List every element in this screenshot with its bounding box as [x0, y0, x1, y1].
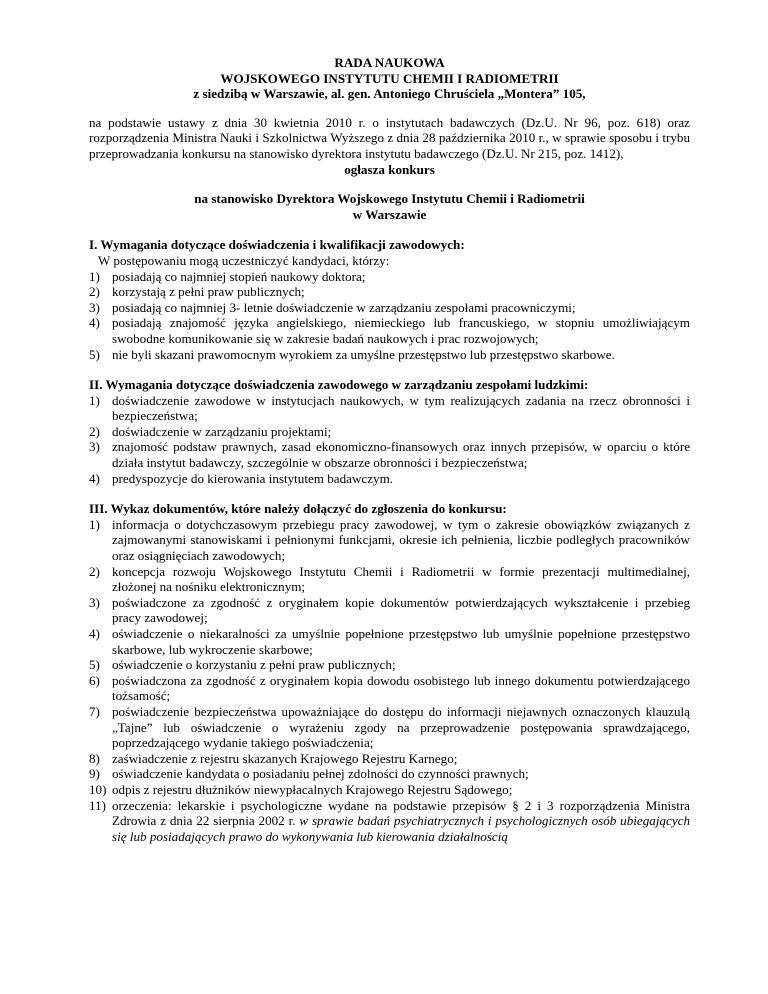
list-item [89, 798, 690, 845]
list-item [89, 595, 690, 626]
header-institute: WOJSKOWEGO INSTYTUTU CHEMII I RADIOMETRII [220, 70, 559, 86]
item-number: 10) [89, 781, 107, 797]
item-text: posiadają co najmniej stopień naukowy doktora; [112, 268, 366, 284]
list-item [89, 782, 690, 798]
item-text: posiadają znajomość języka angielskiego, niemieckiego lub francuskiego, w stopniu umożliwiającym swobodne komunikowanie się w zakresie badań naukowych i prac rozwojowych; [112, 315, 690, 346]
item-text: znajomość podstaw prawnych, zasad ekonomiczno-finansowych oraz innych przepisów, w oparciu o które działa instytut badawczy, szczególnie w obszarze obronności i bezpieczeństwa; [112, 439, 690, 471]
position-heading [89, 191, 690, 222]
list-item [89, 300, 690, 316]
list-item [89, 766, 690, 782]
item-text: odpis z rejestru dłużników niewypłacalnych Krajowego Rejestru Sądowego; [112, 781, 513, 797]
list-item [89, 471, 690, 487]
document-page [89, 55, 690, 844]
item-text: korzystają z pełni praw publicznych; [112, 284, 305, 300]
position-line-1: na stanowisko Dyrektora Wojskowego Instytutu Chemii i Radiometrii [194, 191, 585, 207]
item-number: 4) [89, 626, 100, 641]
announcement-line: ogłasza konkurs [344, 161, 435, 177]
item-number: 3) [89, 594, 100, 610]
item-number: 8) [89, 750, 100, 766]
item-text: predyspozycje do kierowania instytutem badawczym. [112, 470, 394, 486]
item-number: 2) [89, 563, 100, 579]
section-title: II. Wymagania dotyczące doświadczenia zawodowego w zarządzaniu zespołami ludzkimi: [89, 377, 589, 393]
item-text: oświadczenie kandydata o posiadaniu pełnej zdolności do czynności prawnych; [112, 766, 529, 782]
item-number: 5) [89, 657, 100, 673]
list-item [89, 657, 690, 673]
item-text: poświadczona za zgodność z oryginałem kopia dowodu osobistego lub innego dokumentu potwierdzającego tożsamość; [112, 672, 690, 704]
list-item [89, 424, 690, 440]
item-number: 3) [89, 439, 100, 455]
item-text: oświadczenie o niekaralności za umyślnie popełnione przestępstwo lub umyślnie popełnione przestępstwo skarbowe, lub wykroczenie skarbowe; [112, 626, 690, 657]
item-text-italic: w sprawie badań psychiatrycznych i psychologicznych osób ubiegających się lub posiadających prawo do wykonywania lub kierowania działalnością [112, 813, 690, 844]
list-item [89, 269, 690, 285]
item-number: 2) [89, 284, 100, 300]
item-text: nie byli skazani prawomocnym wyrokiem za umyślne przestępstwo lub przestępstwo skarbowe. [112, 346, 615, 362]
item-text: zaświadczenie z rejestru skazanych Krajowego Rejestru Karnego; [112, 750, 458, 766]
item-number: 1) [89, 516, 100, 532]
item-number: 4) [89, 470, 100, 486]
legal-basis-paragraph: na podstawie ustawy z dnia 30 kwietnia 2010 r. o instytutach badawczych (Dz.U. Nr 96, poz. 618) oraz rozporządzenia Ministra Nauki i Szkolnictwa Wyższego z dnia 28 października 2010 r., w sprawie sposobu i trybu przeprowadzania konkursu na stanowisko dyrektora instytutu badawczego (Dz.U. Nr 215, poz. 1412), [89, 114, 690, 161]
list-item [89, 517, 690, 564]
item-number: 1) [89, 392, 100, 408]
item-number: 11) [89, 797, 106, 813]
item-number: 5) [89, 346, 100, 362]
item-text: doświadczenie zawodowe w instytucjach naukowych, w tym realizujących zadania na rzecz obronności i bezpieczeństwa; [112, 392, 690, 424]
list-item [89, 564, 690, 595]
item-text: koncepcja rozwoju Wojskowego Instytutu Chemii i Radiometrii w formie prezentacji multimedialnej, złożonej na nośniku elektronicznym; [112, 563, 690, 595]
section-required-documents [89, 501, 690, 844]
list-item [89, 751, 690, 767]
item-number: 4) [89, 315, 100, 331]
header-address: z siedzibą w Warszawie, al. gen. Antoniego Chruściela „Montera” 105, [193, 86, 586, 102]
position-line-2: w Warszawie [352, 206, 427, 222]
item-text: orzeczenia: lekarskie i psychologiczne wydane na podstawie przepisów § 2 i 3 rozporządzenia Ministra Zdrowia z dnia 22 sierpnia 2002 r. [112, 797, 690, 829]
item-text: poświadczenie bezpieczeństwa upoważniające do dostępu do informacji niejawnych oznaczonych klauzulą „Tajne” lub oświadczenie o wyrażeniu zgody na przeprowadzenie postępowania sprawdzającego, poprzedzającego wydanie takiego poświadczenia; [112, 703, 690, 751]
list-item [89, 393, 690, 424]
section-qualifications [89, 237, 690, 362]
item-text: doświadczenie w zarządzaniu projektami; [112, 423, 332, 439]
header-title: RADA NAUKOWA [334, 55, 445, 70]
experience-list [89, 393, 690, 487]
list-item [89, 704, 690, 751]
list-item [89, 284, 690, 300]
list-item [89, 626, 690, 657]
item-number: 1) [89, 268, 100, 284]
list-item [89, 673, 690, 704]
section-lead: W postępowaniu mogą uczestniczyć kandydaci, którzy: [98, 252, 390, 268]
item-number: 6) [89, 672, 100, 688]
item-number: 9) [89, 766, 100, 782]
item-text: oświadczenie o korzystaniu z pełni praw publicznych; [112, 657, 396, 673]
section-title: I. Wymagania dotyczące doświadczenia i kwalifikacji zawodowych: [89, 237, 465, 253]
list-item [89, 439, 690, 470]
list-item [89, 347, 690, 363]
documents-list [89, 517, 690, 844]
item-text: poświadczone za zgodność z oryginałem kopie dokumentów potwierdzających wykształcenie i przebieg pracy zawodowej; [112, 594, 690, 626]
item-number: 7) [89, 703, 100, 719]
section-management-experience [89, 377, 690, 486]
document-header [89, 55, 690, 102]
item-text: posiadają co najmniej 3- letnie doświadczenie w zarządzaniu zespołami pracowniczymi; [112, 299, 576, 315]
item-number: 3) [89, 299, 100, 315]
item-number: 2) [89, 423, 100, 439]
section-title: III. Wykaz dokumentów, które należy dołączyć do zgłoszenia do konkursu: [89, 501, 507, 517]
list-item [89, 315, 690, 346]
requirements-list [89, 269, 690, 363]
item-text: informacja o dotychczasowym przebiegu pracy zawodowej, w tym o zakresie obowiązków związanych z zajmowanymi stanowiskami i pełnionymi funkcjami, okresie ich pełnienia, liczbie podległych pracowników oraz osiągnięciach zawodowych; [112, 516, 690, 564]
